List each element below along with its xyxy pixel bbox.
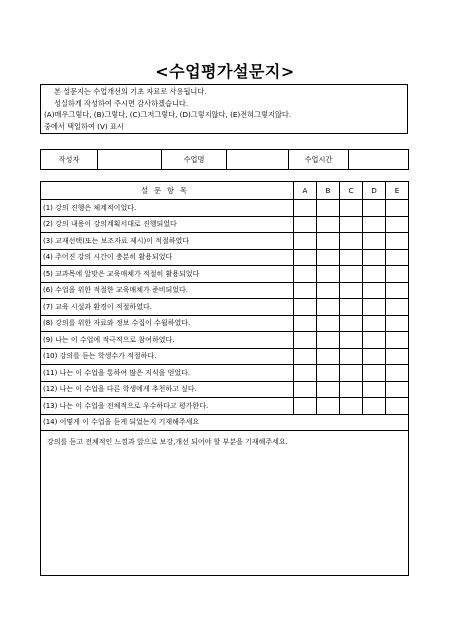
author-label: 작성자: [41, 150, 98, 170]
question-row: [41, 299, 409, 316]
answer-cell-e[interactable]: [386, 216, 409, 233]
page-title: <수업평가설문지>: [155, 62, 295, 81]
time-field[interactable]: [349, 150, 409, 170]
answer-cell-c[interactable]: [340, 233, 363, 250]
question-text: (10) 강의를 듣는 학생수가 적절하다.: [41, 348, 294, 365]
question-text: (8) 강의를 위한 자료와 정보 수집이 수월하였다.: [41, 315, 294, 332]
answer-cell-d[interactable]: [363, 233, 386, 250]
answer-cell-c[interactable]: [340, 249, 363, 266]
answer-cell-a[interactable]: [294, 315, 317, 332]
answer-cell-a[interactable]: [294, 332, 317, 349]
comment-row: [41, 431, 409, 576]
answer-cell-d[interactable]: [363, 282, 386, 299]
answer-cell-c[interactable]: [340, 348, 363, 365]
answer-cell-d[interactable]: [363, 249, 386, 266]
answer-cell-e[interactable]: [386, 200, 409, 217]
intro-line: 본 설문지는 수업개선의 기초 자료로 사용됩니다.: [54, 87, 207, 96]
answer-cell-d[interactable]: [363, 332, 386, 349]
answer-cell-a[interactable]: [294, 348, 317, 365]
question-row: [41, 365, 409, 382]
answer-cell-b[interactable]: [317, 233, 340, 250]
answer-cell-b[interactable]: [317, 249, 340, 266]
answer-cell-b[interactable]: [317, 332, 340, 349]
answer-cell-a[interactable]: [294, 398, 317, 415]
answer-cell-d[interactable]: [363, 365, 386, 382]
question-text: (1) 강의 진행은 체계적이었다.: [41, 200, 294, 217]
answer-cell-a[interactable]: [294, 282, 317, 299]
answer-cell-b[interactable]: [317, 348, 340, 365]
intro-line: 중에서 택일하여 (V) 표시: [44, 121, 124, 131]
answer-cell-b[interactable]: [317, 266, 340, 283]
time-label: 수업시간: [289, 150, 349, 170]
answer-cell-e[interactable]: [386, 332, 409, 349]
course-label: 수업명: [162, 150, 227, 170]
question-row: [41, 398, 409, 415]
answer-cell-e[interactable]: [386, 365, 409, 382]
survey-header: 설문항목: [41, 182, 294, 200]
question-text: (11) 나는 이 수업을 통하여 많은 지식을 얻었다.: [41, 365, 294, 382]
answer-cell-b[interactable]: [317, 365, 340, 382]
question-row: [41, 282, 409, 299]
answer-cell-b[interactable]: [317, 200, 340, 217]
answer-cell-d[interactable]: [363, 216, 386, 233]
question-row: [41, 381, 409, 398]
question-text: (3) 교재선택(또는 보조자료 제시)이 적절하였다: [41, 233, 294, 250]
question-row: [41, 216, 409, 233]
question-row: [41, 332, 409, 349]
question-row: [41, 266, 409, 283]
answer-cell-c[interactable]: [340, 200, 363, 217]
answer-cell-e[interactable]: [386, 398, 409, 415]
question-text: (4) 주어진 강의 시간이 충분히 활용되었다: [41, 249, 294, 266]
answer-cell-b[interactable]: [317, 315, 340, 332]
answer-cell-c[interactable]: [340, 381, 363, 398]
answer-cell-a[interactable]: [294, 216, 317, 233]
author-field[interactable]: [98, 150, 162, 170]
question-row: [41, 249, 409, 266]
answer-cell-a[interactable]: [294, 200, 317, 217]
question-row: [41, 233, 409, 250]
question-text: (5) 교과목에 알맞은 교육매체가 적절히 활용되었다: [41, 266, 294, 283]
answer-cell-c[interactable]: [340, 398, 363, 415]
question-text: (6) 수업을 위한 적절한 교육매체가 준비되었다.: [41, 282, 294, 299]
answer-cell-e[interactable]: [386, 282, 409, 299]
question-text: (13) 나는 이 수업을 전체적으로 우수하다고 평가한다.: [41, 398, 294, 415]
answer-cell-a[interactable]: [294, 249, 317, 266]
survey-table: [40, 181, 409, 576]
question-row: [41, 200, 409, 217]
answer-cell-d[interactable]: [363, 266, 386, 283]
question-text: (2) 강의 내용이 강의계획서대로 진행되었다: [41, 216, 294, 233]
question-row: [41, 315, 409, 332]
question-14-text[interactable]: (14) 어떻게 이 수업을 듣게 되었는지 기재해주세요: [41, 414, 409, 431]
answer-cell-e[interactable]: [386, 233, 409, 250]
answer-cell-a[interactable]: [294, 365, 317, 382]
answer-cell-d[interactable]: [363, 200, 386, 217]
intro-line: (A)매우그렇다, (B)그렇다, (C)그저그렇다, (D)그렇지않다, (E)전혀그렇지않다.: [44, 110, 292, 120]
choice-header-c: C: [340, 182, 363, 200]
answer-cell-b[interactable]: [317, 282, 340, 299]
answer-cell-b[interactable]: [317, 216, 340, 233]
answer-cell-a[interactable]: [294, 299, 317, 316]
answer-cell-c[interactable]: [340, 365, 363, 382]
answer-cell-a[interactable]: [294, 266, 317, 283]
answer-cell-d[interactable]: [363, 398, 386, 415]
answer-cell-e[interactable]: [386, 381, 409, 398]
answer-cell-e[interactable]: [386, 299, 409, 316]
answer-cell-e[interactable]: [386, 266, 409, 283]
answer-cell-c[interactable]: [340, 315, 363, 332]
info-table: [40, 149, 409, 170]
question-row: [41, 348, 409, 365]
answer-cell-b[interactable]: [317, 299, 340, 316]
comment-box[interactable]: 강의를 듣고 전체적인 느낌과 앞으로 보강,개선 되어야 할 부분을 기재해주세요.: [41, 431, 409, 576]
choice-header-e: E: [386, 182, 409, 200]
answer-cell-b[interactable]: [317, 381, 340, 398]
answer-cell-c[interactable]: [340, 216, 363, 233]
answer-cell-d[interactable]: [363, 299, 386, 316]
answer-cell-d[interactable]: [363, 381, 386, 398]
answer-cell-c[interactable]: [340, 299, 363, 316]
intro-line: 성실하게 작성하여 주시면 감사하겠습니다.: [54, 98, 189, 108]
question-text: (7) 교육 시설과 환경이 적절하였다.: [41, 299, 294, 316]
answer-cell-c[interactable]: [340, 266, 363, 283]
answer-cell-e[interactable]: [386, 315, 409, 332]
answer-cell-b[interactable]: [317, 398, 340, 415]
question-row-14: [41, 414, 409, 431]
choice-header-b: B: [317, 182, 340, 200]
answer-cell-a[interactable]: [294, 381, 317, 398]
question-text: (9) 나는 이 수업에 적극적으로 참여하였다.: [41, 332, 294, 349]
question-text: (12) 나는 이 수업을 다른 학생에게 추천하고 싶다.: [41, 381, 294, 398]
choice-header-a: A: [294, 182, 317, 200]
intro-box: [40, 84, 408, 134]
choice-header-d: D: [363, 182, 386, 200]
answer-cell-d[interactable]: [363, 315, 386, 332]
answer-cell-c[interactable]: [340, 332, 363, 349]
answer-cell-c[interactable]: [340, 282, 363, 299]
answer-cell-d[interactable]: [363, 348, 386, 365]
answer-cell-a[interactable]: [294, 233, 317, 250]
answer-cell-e[interactable]: [386, 348, 409, 365]
answer-cell-e[interactable]: [386, 249, 409, 266]
course-field[interactable]: [227, 150, 289, 170]
